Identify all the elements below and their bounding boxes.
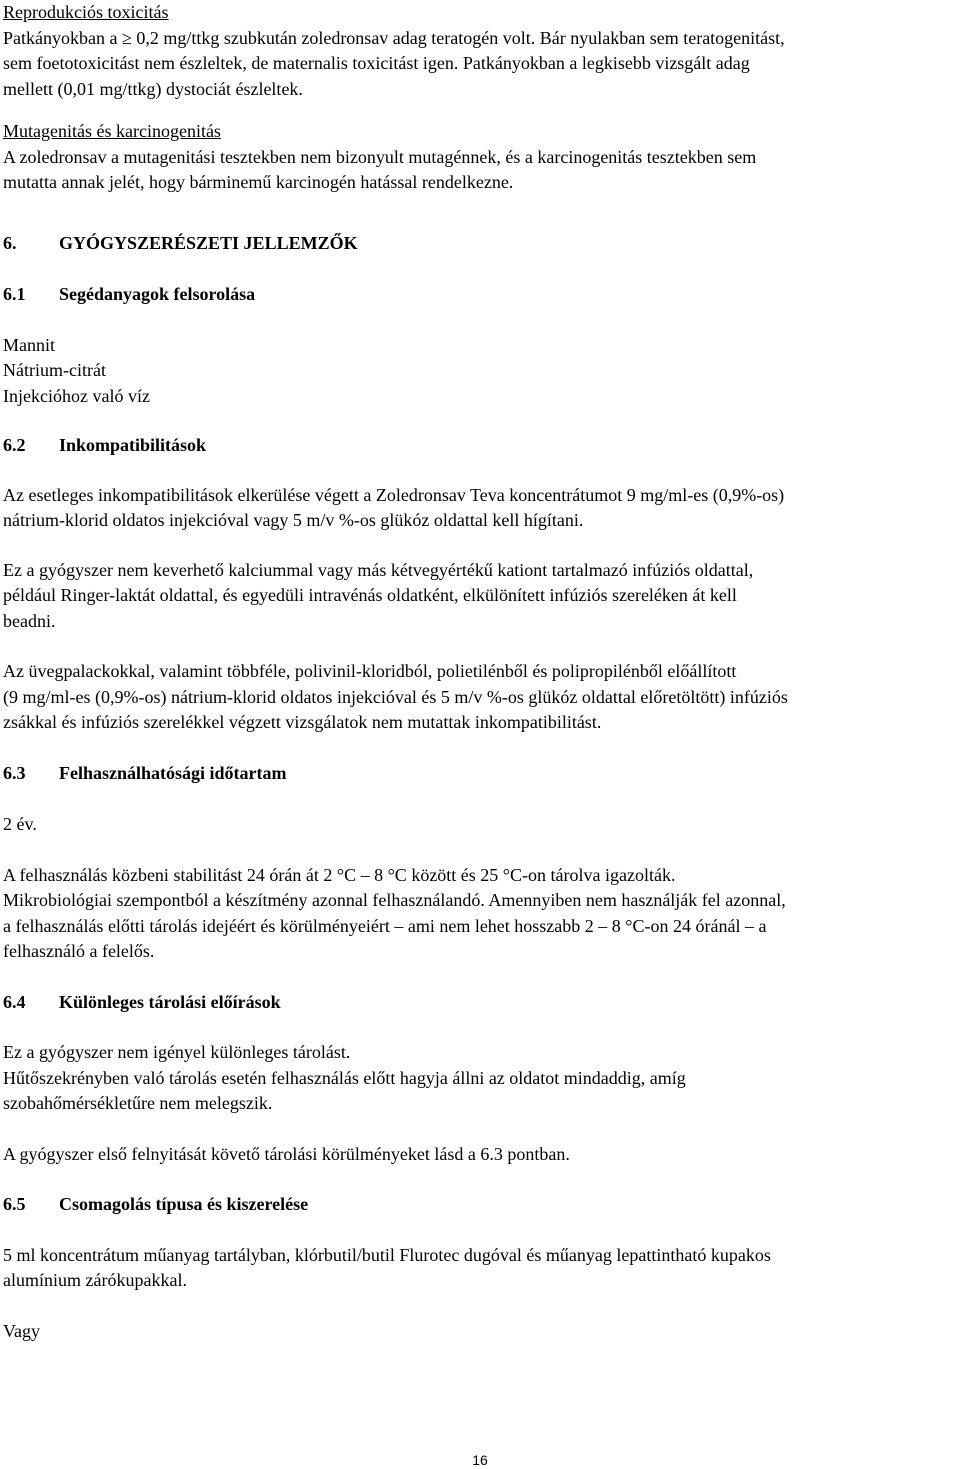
section-title: Inkompatibilitások <box>59 435 207 455</box>
text-line: Mikrobiológiai szempontból a készítmény azonnal felhasználandó. Amennyiben nem használják fel azonnal, <box>3 890 786 910</box>
section-title: Különleges tárolási előírások <box>59 991 281 1012</box>
paragraph <box>3 1040 958 1117</box>
section-6-3-heading <box>3 761 958 787</box>
text-line: nátrium-klorid oldatos injekcióval vagy 5 m/v %-os glükóz oldattal kell hígítani. <box>3 510 584 530</box>
list-item: Nátrium-citrát <box>3 360 106 380</box>
text-line: alumínium zárókupakkal. <box>3 1270 187 1290</box>
section-number: 6.2 <box>3 435 26 455</box>
text-line: felhasználó a felelős. <box>3 941 155 961</box>
paragraph: A gyógyszer első felnyitását követő tárolási körülményeket lásd a 6.3 pontban. <box>3 1143 570 1164</box>
section-6-5-heading <box>3 1192 958 1218</box>
text-line: sem foetotoxicitást nem észleltek, de maternalis toxicitást igen. Patkányokban a legkisebb vizsgált adag <box>3 53 750 73</box>
page-number: 16 <box>472 1452 488 1468</box>
section-number: 6.3 <box>3 762 26 783</box>
document-page <box>3 0 958 1344</box>
text-line: mellett (0,01 mg/ttkg) dystociát észleltek. <box>3 78 303 99</box>
text-line: zsákkal és infúziós szerelékkel végzett vizsgálatok nem mutattak inkompatibilitást. <box>3 712 602 732</box>
text-line: Patkányokban a ≥ 0,2 mg/ttkg szubkután zoledronsav adag teratogén volt. Bár nyulakban sem teratogenitást, <box>3 27 785 48</box>
shelf-life-value: 2 év. <box>3 814 37 834</box>
text-line: a felhasználás előtti tárolás idejéért és körülményeiért – ami nem lehet hosszabb 2 – 8 °C-on 24 óránál – a <box>3 915 767 936</box>
section-number: 6.5 <box>3 1194 26 1214</box>
section-number: 6.4 <box>3 991 26 1012</box>
paragraph <box>3 1243 958 1294</box>
list-item: Mannit <box>3 334 55 355</box>
reproductive-toxicity-heading: Reprodukciós toxicitás <box>3 2 169 22</box>
text-line: szobahőmérsékletűre nem melegszik. <box>3 1093 273 1113</box>
paragraph <box>3 558 958 635</box>
text-line: beadni. <box>3 610 56 631</box>
paragraph <box>3 863 958 965</box>
mutagenicity-heading: Mutagenitás és karcinogenitás <box>3 121 221 141</box>
section-title: Segédanyagok felsorolása <box>59 284 256 304</box>
text-line: 5 ml koncentrátum műanyag tartályban, klórbutil/butil Flurotec dugóval és műanyag lepattintható kupakos <box>3 1244 771 1265</box>
paragraph <box>3 659 958 736</box>
section-6-heading <box>3 231 958 257</box>
text-line: mutatta annak jelét, hogy bárminemű karcinogén hatással rendelkezne. <box>3 172 514 192</box>
section-title: Felhasználhatósági időtartam <box>59 762 287 783</box>
text-line: Ez a gyógyszer nem keverhető kalciummal vagy más kétvegyértékű kationt tartalmazó infúziós oldattal, <box>3 559 754 580</box>
paragraph: Vagy <box>3 1320 40 1341</box>
text-line: Ez a gyógyszer nem igényel különleges tárolást. <box>3 1042 351 1062</box>
section-6-4-heading <box>3 990 958 1016</box>
text-line: például Ringer-laktát oldattal, és egyedüli intravénás oldatként, elkülönített infúziós szereléken át kell <box>3 585 737 605</box>
text-line: (9 mg/ml-es (0,9%-os) nátrium-klorid oldatos injekcióval és 5 m/v %-os glükóz oldattal előretöltött) infúziós <box>3 686 788 707</box>
list-item: Injekcióhoz való víz <box>3 385 150 406</box>
section-title: Csomagolás típusa és kiszerelése <box>59 1194 309 1214</box>
text-line: Az esetleges inkompatibilitások elkerülése végett a Zoledronsav Teva koncentrátumot 9 mg/ml-es (0,9%-os) <box>3 484 785 505</box>
section-6-2-heading <box>3 433 958 459</box>
text-line: Hűtőszekrényben való tárolás esetén felhasználás előtt hagyja állni az oldatot mindaddig, amíg <box>3 1067 686 1088</box>
text-line: A felhasználás közbeni stabilitást 24 órán át 2 °C – 8 °C között és 25 °C-on tárolva igazolták. <box>3 864 676 885</box>
paragraph <box>3 483 958 534</box>
section-title: GYÓGYSZERÉSZETI JELLEMZŐK <box>59 232 358 253</box>
section-number: 6.1 <box>3 284 26 304</box>
section-6-1-heading <box>3 282 958 308</box>
section-number: 6. <box>3 232 17 253</box>
text-line: Az üvegpalackokkal, valamint többféle, polivinil-kloridból, polietilénből és polipropilénből előállított <box>3 661 737 681</box>
text-line: A zoledronsav a mutagenitási tesztekben nem bizonyult mutagénnek, és a karcinogenitás tesztekben sem <box>3 146 757 167</box>
